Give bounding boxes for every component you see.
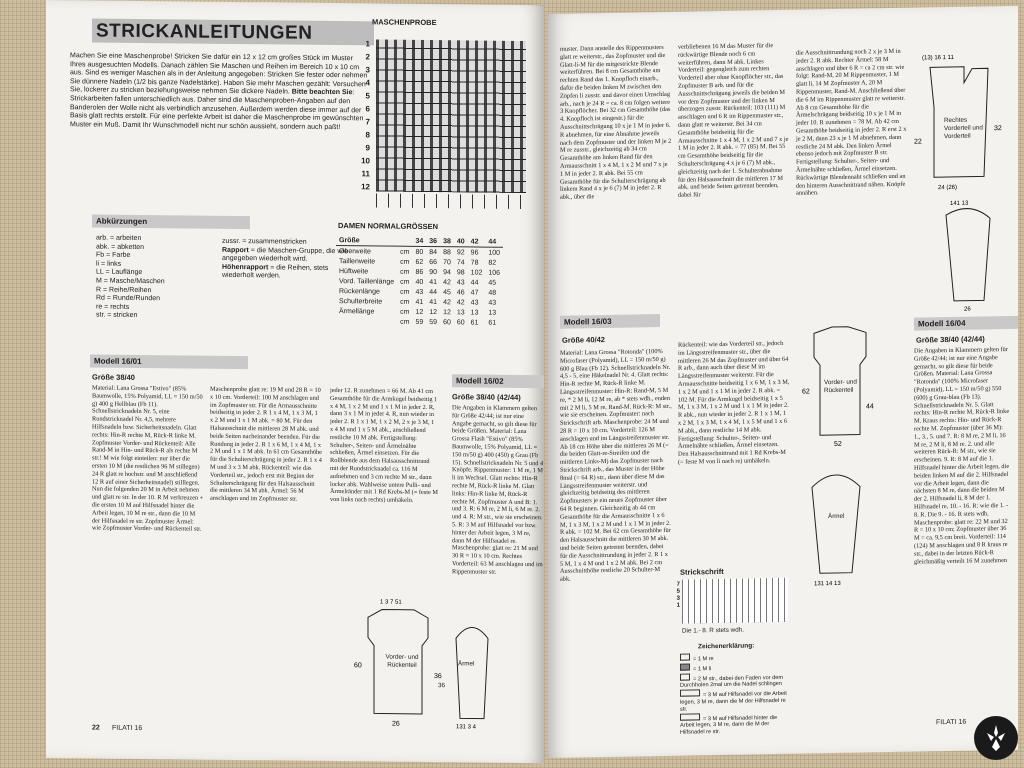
abbr-def: = die Reihen, stets wiederholt werden. [222, 264, 329, 280]
right-page [548, 6, 1018, 758]
table-cell: 78 [470, 258, 479, 267]
schematic-model3-sleeve [802, 460, 872, 591]
table-cell: 43 [415, 288, 424, 296]
table-cell: 60 [456, 318, 465, 326]
schematic-b2-label: 131 14 13 [814, 580, 841, 588]
table-cell: cm [400, 318, 410, 326]
abbr-item: R = Reihe/Reihen [96, 286, 152, 294]
row-number: 2 [365, 52, 370, 62]
table-cell: 102 [470, 268, 483, 277]
schematic-center-label: Vorder- und Rückenteil [824, 378, 857, 394]
abbr-right-list [222, 238, 354, 282]
schematic-b3-label: 26 [964, 306, 971, 313]
row-number: 11 [361, 169, 370, 179]
model3-col2: Rückenteil: wie das Vorderteil str., jedoch im Längsstreifenmuster str., über die mittleren 26 M das Zopfmuster und über 64 R arb., dann auch über diese M im Längsstreifenmuster weiterstr. Für die Armausschnitte beidseitig 1 x 6 M, 1 x 3 M, 1 x 2 M und 1 x 1 M in jeder 2. R abk. = 102 M. Für die Armkugel beidseitig 1 x 5 M, 1 x 3 M, 1 x 2 M und 1 x 1 M in jeder 2. R abk., nun wieder in jeder 2. R 1 x 1 M, 1 x 2 M, 1 x 3 M, 1 x 4 M, 1 x 5 M und 1 x 6 M abk., dann restliche 14 M abk. Fertigstellung: Schulter-, Seiten- und Ärmelnähte schließen, Ärmel einsetzen. Den Halsausschnittrand mit 1 Rd Krebs-M (= feste M von li nach re) umhäkeln. [678, 339, 790, 466]
table-cell: 96 [470, 248, 479, 257]
table-cell: 98 [456, 268, 465, 276]
table-cell: 59 [429, 318, 438, 326]
table-cell: cm [400, 278, 410, 286]
model-size: Größe 38/40 (42/44) [452, 392, 521, 402]
abbr-item [222, 264, 354, 283]
table-cell: 94 [443, 268, 451, 276]
model-size: Größe 38/40 (42/44) [916, 334, 985, 345]
schematic-sleeve-label: Ärmel [458, 660, 475, 668]
table-cell: 61 [488, 319, 497, 327]
table-cell: cm [400, 268, 410, 276]
legend-item [680, 688, 792, 713]
abbr-item: Fb = Farbe [96, 251, 131, 260]
maschenprobe-label: MASCHENPROBE [372, 17, 437, 28]
table-cell: cm [400, 248, 410, 256]
table-cell: cm [400, 308, 410, 316]
table-cell: cm [400, 288, 410, 296]
chart-row-number: 5 [676, 588, 680, 595]
schematic-sleeve [450, 614, 494, 730]
dims-header-cell: 34 [412, 236, 426, 247]
legend-text: = 3 M auf Hilfsnadel vor die Arbeit legen, 3 M re, dann die M der Hilfsnadel re str. [680, 691, 787, 713]
chart-note: Die 1.- 8. R stets wdh. [682, 626, 744, 635]
abbr-item: LL = Lauflänge [96, 268, 143, 277]
legend-item [680, 711, 792, 736]
table-cell: Ärmellänge [339, 307, 375, 315]
model-size: Größe 38/40 [92, 372, 135, 382]
schematic-b2-label: 36 [438, 682, 446, 690]
row-number: 6 [365, 104, 370, 114]
table-cell: 43 [488, 299, 497, 307]
continuation-col2: verbliebenen 16 M das Muster für die rückwärtige Blende noch 6 cm weiterführen, dann M abk. Linkes Vorderteil: gegengleich zum rechten Vorderteil aber ohne Knopflöcher str., das Zopfmuster B arb. und für die Ausschnittschrägung jeweils die beiden M vor dem Zopfmuster und der linken M überzogen zusstr. Rückenteil: 103 (111) M anschlagen und 6 R im Rippenmuster str., dann glatt re weiterstr. Bei 34 cm Gesamthöhe beidseitig für die Armausschnitte 1 x 4 M, 1 x 2 M und 7 x je 1 M in jeder 2. R abk. = 77 (85) M. Bei 55 cm Gesamthöhe beidseitig für die Schulterschrägung 4 x je 6 (7) M abk., gleichzeitig nach der 1. Schulterabnahme für den Halsausschnitt die mittleren 17 M abk. und beide Seiten getrennt beenden, dabei für [678, 42, 789, 199]
schematic-left-label: 60 [354, 662, 362, 670]
footer-page-number: 22 [92, 724, 100, 732]
row-number: 10 [361, 156, 370, 166]
model1-col3: jeder 12. R zunehmen = 66 M. Ab 41 cm Gesamthöhe für die Armkugel beidseitig 1 x 4 M, 1 x 2 M und 1 x 1 M in jeder 2. R, dann 3 x 1 M in jeder 4. R, nun wieder in jeder 2. R 1 x 1 M, 1 x 2 M, 2 x je 3 M, 1 x 4 M und 1 x 5 M abk., anschließend restliche 10 M abk. Fertigstellung: Schulter-, Seiten- und Ärmelnähte schließen, Ärmel einsetzen. Für die Rollblende aus dem Halsausschnittrand mit der Rundstricknadel ca. 116 M aufnehmen und 3 cm rechte M str., dann locker abk. Wahlweise untere Pulli- und Ärmelränder mit 1 Rd Krebs-M (= feste M von links nach rechts) umhäkeln. [330, 386, 438, 505]
schematic-bottom-label: 26 [392, 720, 400, 728]
left-page [46, 0, 544, 763]
table-cell: 41 [415, 298, 424, 306]
table-cell: 13 [488, 309, 497, 317]
table-cell: 43 [470, 298, 479, 307]
row-number: 12 [361, 182, 370, 192]
continuation-col1: muster. Dann anstelle des Rippenmusters glatt re weiterstr., das Zopfmuster und die Glatt-li-M für die mitgestrickte Blende weiterführen. Bei 8 cm Gesamthöhe am rechten Rand das 1. Knopfloch einarb., dafür die beiden linken M zwischen den Zöpfen li zusstr. und davor einen Umschlag arb., nach je 24 R = ca. 8 cm folgen weitere 3 Knopflöcher. Bei 32 cm Gesamthöhe (das 4. Knopfloch ist eingestr.) für die Ausschnittschrägung 10 x je 1 M in jeder 6. R abnehmen, für eine Abnahme jeweils nach dem Zopfmuster und der linken M je 2 M re zusstr., gleichzeitig ab 34 cm Gesamthöhe am linken Rand für den Armausschnitt 1 x 4 M, 1 x 2 M und 7 x je 1 M in jeder 2. R abk. Bei 55 cm Gesamthöhe für die Schulterschrägung ab linkem Rand 4 x je 6 (7) M in jeder 2. R abk., über die [560, 43, 672, 201]
schematic-left-label: 22 [914, 138, 922, 146]
symbol-knit-icon [680, 654, 690, 661]
abbr-term: Rapport [222, 246, 249, 254]
table-cell: Rückenlänge [339, 287, 380, 295]
dims-header-cell: 38 [440, 236, 454, 247]
symbol-cable-back-icon [680, 713, 700, 720]
strickschrift-label: Strickschrift [680, 566, 724, 577]
model3-col1: Material: Lana Grossa "Rotonda" (100% Microfaser (Polyamid), LL = 150 m/50 g) 600 g Blau (Fb 12). Schnellstricknadeln Nr. 4,5 - 5, eine Häkelnadel Nr. 4. Glatt rechts: Hin-R rechte M, Rück-R linke M. Längsstreifenmuster: Hin-R: Rand-M, 5 M re, * 2 M li, 12 M re, ab * stets wdh., enden mit 2 M li, 5 M re, Rand-M. Rück-R: M str., wie sie erscheinen. Zopfmuster: nach Strickschrift arb. Maschenprobe: 24 M und 28 R = 10 x 10 cm. Vorderteil: 126 M anschlagen und im Längsstreifenmuster str. Ab 18 cm Höhe über die mittleren 26 M (= die beiden Glatt-re-Streifen und die mittleren Links-M) das Zopfmuster nach Strickschrift arb., das Muster in der Höhe 8mal (= 64 R) str., dann über diese M das Längsstreifenmuster weiterstr. und gleichzeitig beidseitig des mittleren Zopfmusters je ein neues Zopfmuster über 64 R beginnen. Gleichzeitig ab 44 cm Gesamthöhe für die Armausschnitte 1 x 6 M, 1 x 3 M, 1 x 2 M und 1 x 1 M in jeder 2. R abk. = 102 M. Bei 62 cm Gesamthöhe für den Halsausschnitt die mittleren 30 M abk. und beide Seiten getrennt beenden, dabei für die Ausschnittrundung in jeder 2. R 1 x 5 M, 1 x 4 M und 1 x 2 M abk. Bei 2 cm Ausschnitthöhe restliche 20 Schulter-M abk. [560, 347, 672, 583]
abbr-item: abk. = abketten [96, 243, 145, 251]
table-cell: 41 [429, 298, 438, 306]
table-cell: 45 [488, 279, 497, 287]
table-cell: 42 [443, 278, 451, 286]
symbol-purl-icon [680, 663, 690, 670]
schematic-center-label: Vorder- und Rückenteil [385, 653, 419, 669]
continuation-col3: die Ausschnittrundung noch 2 x je 3 M in jeder 2. R abk. Rechter Ärmel: 58 M anschlagen und über 6 R = ca 2 cm str. wie folgt: Rand-M, 20 M Rippenmuster, 1 M glatt li, 14 M Zopfmuster A, 20 M Rippenmuster, Rand-M. Anschließend über die 6 M im Rippenmuster glatt re weiterstr. Ab 8 cm Gesamthöhe für die Ärmelschrägung beidseitig 10 x je 1 M in jeder 10. R zunehmen = 78 M. Ab 42 cm Gesamthöhe beidseitig in jeder 2. R erst 2 x je 2 M, dann 23 x je 1 M abnehmen, dann restliche 24 M abk. Den linken Ärmel ebenso jedoch mit Zopfmuster B str. Fertigstellung: Schulter-, Seiten- und Ärmelnähte schließen, Ärmel einsetzen. Rückwärtige Blendennaht schließen und an den hinteren Ausschnittrand nähen. Knöpfe annähen. [796, 47, 907, 198]
table-cell: 92 [456, 248, 465, 256]
model-label: Modell 16/02 [452, 374, 544, 388]
footer-magazine: FILATI 16 [936, 718, 967, 727]
table-cell: 41 [429, 278, 438, 286]
table-cell: 66 [429, 258, 438, 266]
table-cell: 70 [443, 258, 451, 266]
schematic-right-label: 36 [434, 673, 442, 681]
table-cell: Schulterbreite [339, 297, 383, 306]
abbr-item: Rd = Runde/Runden [96, 294, 161, 303]
table-cell: 62 [415, 258, 424, 266]
swatch-column-ticks [376, 193, 526, 209]
schematic-sleeve-top-label: 141 13 [950, 200, 969, 207]
legend-text: = 2 M str., dabei den Faden vor dem Durchholen 2mal um die Nadel schlingen [680, 674, 784, 690]
legend-item [680, 671, 792, 690]
table-cell: 80 [415, 248, 424, 256]
schematic-right-label: 32 [994, 125, 1002, 133]
row-number: 8 [365, 130, 370, 140]
table-cell: 13 [470, 308, 479, 317]
intro-bold: Bitte beachten Sie [291, 88, 353, 97]
dims-header-cell [397, 236, 412, 247]
abbr-item: zussr. = zusammenstricken [222, 237, 307, 246]
table-cell: 84 [429, 248, 438, 256]
maschenprobe-swatch [376, 39, 526, 193]
table-cell: 48 [488, 289, 497, 297]
abbr-title: Abkürzungen [92, 214, 250, 229]
schematic-left-label: 62 [802, 388, 810, 396]
schematic-top-label: (13) 16 1 11 [922, 54, 954, 62]
schematic-bottom-label: 52 [834, 440, 842, 449]
intro-part-1: Machen Sie eine Maschenprobe! Stricken Sie dafür ein 12 x 12 cm großes Stück im Muster Ihres ausgesuchten Modells. Danach zählen Sie Maschen und Reihen im Bereich 10 x 10 cm aus. Sind es weniger Maschen als in der Anleitung angegeben: Stricken Sie fester oder nehmen Sie dünnere Nadeln (1/2 bis ganze Nadelstärke). Haben Sie mehr Maschen gezählt: Versuchen Sie, lockerer zu stricken beziehungsweise nehmen Sie dickere Nadeln. [70, 52, 368, 96]
dims-header-cell: 36 [426, 236, 440, 247]
maschenprobe-row-numbers [354, 39, 370, 195]
legend-title: Zeichenerklärung: [698, 642, 755, 651]
table-cell: Hüftweite [339, 267, 369, 275]
row-number: 4 [365, 78, 370, 88]
chart-row-number: 1 [676, 602, 680, 609]
table-cell: 12 [429, 308, 438, 316]
dims-header-cell: 44 [485, 237, 503, 248]
model2-text: Die Angaben in Klammern gelten für Größe 42/44; ist nur eine Angabe gemacht, so gilt diese für beide Größen. Material: Lana Grossa Flash "Estivo" (85% Baumwolle, 15% Polyamid, LL = 150 m/50 g) 400 (450) g Grau (Fb 15). Schnellstricknadeln Nr. 5 und 4 Knöpfe. Rippenmuster: 1 M re, 1 M li im Wechsel. Glatt rechts: Hin-R rechte M, Rück-R linke M. Glatt links: Hin-R linke M, Rück-R rechte M. Zopfmuster A und B: 1. und 3. R: 6 M re, 2 M li, 6 M re. 2. und 4. R: M str., wie sie erscheinen. 5. R: 3 M auf Hilfsnadel vor bzw. hinter der Arbeit legen, 3 M re, dann M der Hilfsnadel re. Maschenprobe: glatt re: 21 M und 30 R = 10 x 10 cm. Rechtes Vorderteil: 63 M anschlagen und im Rippenmuster str. [452, 404, 544, 576]
table-cell: 47 [470, 288, 479, 297]
table-cell: 106 [488, 269, 501, 277]
footer-magazine: FILATI 16 [112, 724, 143, 733]
page-title: STRICKANLEITUNGEN [96, 20, 313, 44]
legend-text: = 1 M re [693, 656, 714, 663]
table-cell: 43 [456, 278, 465, 286]
model-size: Größe 40/42 [562, 335, 605, 345]
abbr-item: li = links [96, 260, 122, 268]
abbr-def: = die Maschen-Gruppe, die wie angegeben wiederholt wird. [222, 246, 348, 263]
table-cell: 60 [443, 318, 451, 326]
legend-text: = 3 M auf Hilfsnadel hinter die Arbeit legen, 3 M re, dann die M der Hilfsnadel re str. [680, 714, 778, 736]
model-label: Modell 16/01 [90, 354, 248, 369]
table-cell: 42 [443, 298, 451, 306]
abbr-left-list [96, 235, 236, 322]
table-cell: 100 [488, 249, 501, 257]
table-cell: 59 [415, 318, 424, 326]
table-cell: 42 [456, 298, 465, 306]
row-number: 3 [365, 65, 370, 75]
schematic-sleeve-label: Ärmel [828, 512, 845, 521]
schematic-b3-label: 131 3 4 [456, 724, 477, 731]
table-cell: 12 [443, 308, 451, 316]
model4-text: Die Angaben in Klammern gelten für Größe 42/44; ist nur eine Angabe gemacht, so gilt diese für beide Größen. Material: Lana Grossa "Rotonda" (100% Microfaser (Polyamid), LL = 150 m/50 g) 550 (600) g Grau-blau (Fb 13). Schnellstricknadeln Nr. 5. Glatt rechts: Hin-R rechte M, Rück-R linke M. Kraus rechts: Hin- und Rück-R rechte M. Zopfmuster (über 36 M): 1., 3., 5. und 7. R: 8 M re, 2 M li, 16 M re, 2 M li, 8 M re. 2. und alle weiteren Rück-R: M str., wie sie erscheinen. 9. R: 8 M auf die 1. Hilfsnadel hinter die Arbeit legen, die beiden linken M auf die 2. Hilfsnadel vor die Arbeit legen, dann die nächsten 8 M re, dann die beiden M der 2. Hilfsnadel li, 8 M der 1. Hilfsnadel re, 10. - 16. R: wie die 1. - 8. R. Die 9. - 16. R stets wdh. Maschenprobe: glatt re: 22 M und 32 R = 10 x 10 cm; Zopfmuster über 36 M = ca. 9,5 cm breit. Vorderteil: 114 (124) M anschlagen und 8 R kraus re str., dabei in der letzten Rück-R gleichmäßig verteilt 16 M zunehmen [914, 345, 1010, 566]
watermark-logo [974, 716, 1018, 760]
table-cell: 88 [443, 248, 451, 256]
schematic-center-label: Rechtes Vorderteil und Vorderteil [944, 116, 983, 140]
table-cell: 12 [415, 308, 424, 316]
dims-header-cell: 40 [454, 236, 468, 247]
table-row [336, 316, 503, 328]
table-cell: 45 [443, 288, 451, 296]
abbr-item: arb. = arbeiten [96, 234, 142, 242]
table-cell: 74 [456, 258, 465, 266]
symbol-wrap-icon [680, 673, 690, 680]
table-cell: 82 [488, 259, 497, 267]
chart-row-number: 7 [676, 581, 680, 588]
abbr-term: Höhenrapport [222, 263, 269, 272]
model-label: Modell 16/03 [560, 314, 660, 329]
table-cell: 13 [456, 308, 465, 316]
table-cell: 90 [429, 268, 438, 276]
table-cell: 86 [415, 268, 424, 276]
flower-logo-icon [983, 723, 1009, 753]
dims-table-wrap [336, 235, 503, 328]
table-cell [336, 316, 397, 327]
schematic-top-label: 1 3 7 51 [380, 599, 402, 606]
table-cell: Vord. Taillenlänge [339, 277, 395, 286]
abbr-item: re = rechts [96, 303, 130, 311]
schematic-right-label: 44 [866, 403, 874, 411]
row-number: 5 [365, 91, 370, 101]
symbol-cable-front-icon [680, 690, 700, 697]
abbr-item: str. = stricken [96, 311, 138, 320]
table-cell: cm [400, 258, 410, 266]
schematic-right-sleeve [940, 194, 1000, 315]
row-number: 1 [365, 39, 370, 49]
model1-col2: Maschenprobe glatt re: 19 M und 28 R = 10 x 10 cm. Vorderteil: 100 M anschlagen und im Zopfmuster str. Für die Armausschnitte beidseitig in jeder 2. R 1 x 4 M, 1 x 3 M, 1 x 2 M und 1 x 1 M abk. = 80 M. Für den Halsausschnitt die mittleren 28 M abk. und beide Seiten nacheinander beenden. Für die Rundung in jeder 2. R 1 x 6 M, 1 x 4 M, 1 x 2 M und 1 x 1 M abk. In 61 cm Gesamthöhe für die Schulterschrägung in jeder 2. R 1 x 4 M und 3 x 3 M abk. Rückenteil: wie das Vorderteil str., jedoch erst mit Beginn der Schulterschrägung für den Halsausschnitt die mittleren 34 M abk. Ärmel: 56 M anschlagen und im Zopfmuster str. [210, 385, 322, 503]
table-cell: 40 [415, 278, 424, 286]
dims-header-cell: Größe [336, 235, 397, 246]
chart-row-numbers [670, 582, 680, 610]
legend-list [680, 652, 792, 737]
legend-text: = 1 M li [693, 665, 712, 673]
table-cell: 61 [470, 318, 479, 327]
table-cell: Taillenweite [339, 257, 376, 265]
dims-table [336, 235, 503, 328]
table-cell: 46 [456, 288, 465, 296]
row-number: 9 [365, 143, 370, 153]
schematic-bottom-label: 24 (26) [938, 184, 958, 192]
dims-header-cell: 42 [468, 236, 486, 247]
chart-row-number: 3 [676, 595, 680, 602]
table-cell: cm [400, 298, 410, 306]
strickschrift-chart [682, 578, 788, 624]
table-cell: 44 [470, 278, 479, 287]
dims-title: DAMEN NORMALGRÖSSEN [338, 221, 439, 232]
table-cell: 44 [429, 288, 438, 296]
model-label: Modell 16/04 [914, 316, 1018, 331]
abbr-item: M = Masche/Maschen [96, 277, 165, 286]
table-cell: Oberweite [339, 247, 371, 255]
row-number: 7 [365, 117, 370, 127]
intro-part-2: : Strickarbeiten fallen unterschiedlich aus. Daher sind die Maschenproben-Angaben auf den Banderolen der Wolle nicht als verbindlich anzusehen. Außerdem werden diese immer auf der Basis glatt rechts erstellt. Für eine perfekte Arbeit ist daher die Maschenprobe im gewünschten Muster ein Muß. Damit Ihr Wunschmodell nicht nur schön aussieht, sondern auch paßt! [70, 89, 364, 131]
intro-text [70, 52, 370, 132]
abbr-item [222, 246, 354, 265]
model1-col1: Material: Lana Grossa "Estivo" (85% Baumwolle, 15% Polyamid, LL = 150 m/50 g) 400 g Hellblau (Fb 11). Schnellstricknadeln Nr. 5, eine Rundstricknadel Nr. 4,5, mehrere Hilfsnadeln bzw. Sicherheitsnadeln. Glatt rechts: Hin-R rechte M, Rück-R linke M. Zopfmuster Vorder- und Rückenteil: Alle Rand-M in Hin- und Rück-R als rechte M str.! M wie folgt einteilen: nur über die ersten 10 M (die restlichen 96 M stillegen) 24 R glatt re hochstr. und M anschließend 12 R auf einer Sicherheitsnadel) stilllegen. Nun die folgenden 20 M in Arbeit nehmen und glatt re str. In der 10. R M verkreuzen + die ersten 10 M auf Hilfsnadel hinter die Arbeit legen, 10 M re str., dann die 10 M der Hilfsnadel re str. Zopfmuster Ärmel: wie Zopfmuster Vorder- und Rückenteil str. [92, 384, 204, 533]
